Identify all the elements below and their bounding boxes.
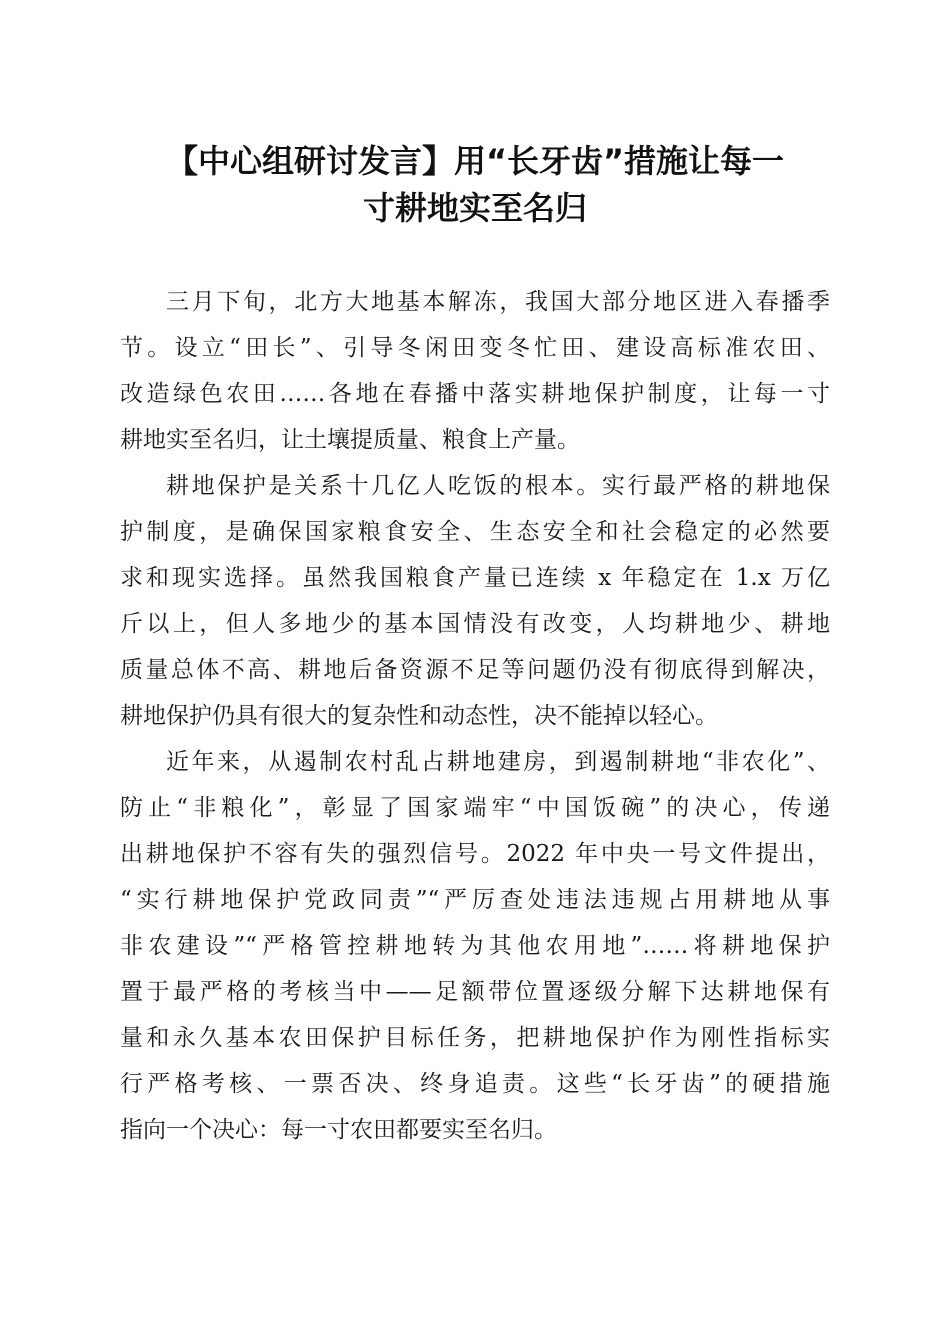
document-title-line-2: 寸耕地实至名归 bbox=[362, 189, 587, 227]
paragraph-line: 非农建设”“严格管控耕地转为其他农用地”……将耕地保护 bbox=[120, 933, 830, 959]
paragraph-2 bbox=[120, 463, 830, 739]
paragraph-line: 护制度，是确保国家粮食安全、生态安全和社会稳定的必然要 bbox=[120, 519, 830, 545]
document-title-line-1: 【中心组研讨发言】用“长牙齿”措施让每一 bbox=[165, 142, 785, 180]
paragraph-3 bbox=[120, 739, 830, 1153]
paragraph-line: 指向一个决心：每一寸农田都要实至名归。 bbox=[120, 1117, 557, 1143]
paragraph-line: 近年来，从遏制农村乱占耕地建房，到遏制耕地“非农化”、 bbox=[166, 749, 830, 775]
paragraph-line: 质量总体不高、耕地后备资源不足等问题仍没有彻底得到解决， bbox=[120, 657, 830, 683]
paragraph-line: 斤以上，但人多地少的基本国情没有改变，人均耕地少、耕地 bbox=[120, 611, 830, 637]
paragraph-line: 耕地保护仍具有很大的复杂性和动态性，决不能掉以轻心。 bbox=[120, 703, 718, 729]
paragraph-line: 行严格考核、一票否决、终身追责。这些“长牙齿”的硬措施 bbox=[120, 1071, 830, 1097]
paragraph-line: 防止“非粮化”，彰显了国家端牢“中国饭碗”的决心，传递 bbox=[120, 795, 830, 821]
paragraph-line: 耕地实至名归，让土壤提质量、粮食上产量。 bbox=[120, 427, 580, 453]
paragraph-line: 出耕地保护不容有失的强烈信号。2022 年中央一号文件提出， bbox=[120, 841, 830, 867]
document-body bbox=[120, 279, 830, 1153]
paragraph-line: 置于最严格的考核当中——足额带位置逐级分解下达耕地保有 bbox=[120, 979, 830, 1005]
paragraph-line: “实行耕地保护党政同责”“严厉查处违法违规占用耕地从事 bbox=[120, 887, 830, 913]
paragraph-line: 量和永久基本农田保护目标任务，把耕地保护作为刚性指标实 bbox=[120, 1025, 830, 1051]
paragraph-line: 节。设立“田长”、引导冬闲田变冬忙田、建设高标准农田、 bbox=[120, 335, 830, 361]
paragraph-1 bbox=[120, 279, 830, 463]
paragraph-line: 耕地保护是关系十几亿人吃饭的根本。实行最严格的耕地保 bbox=[166, 473, 830, 499]
paragraph-line: 三月下旬，北方大地基本解冻，我国大部分地区进入春播季 bbox=[166, 289, 830, 315]
paragraph-line: 求和现实选择。虽然我国粮食产量已连续 x 年稳定在 1.x 万亿 bbox=[120, 565, 830, 591]
paragraph-line: 改造绿色农田……各地在春播中落实耕地保护制度，让每一寸 bbox=[120, 381, 830, 407]
